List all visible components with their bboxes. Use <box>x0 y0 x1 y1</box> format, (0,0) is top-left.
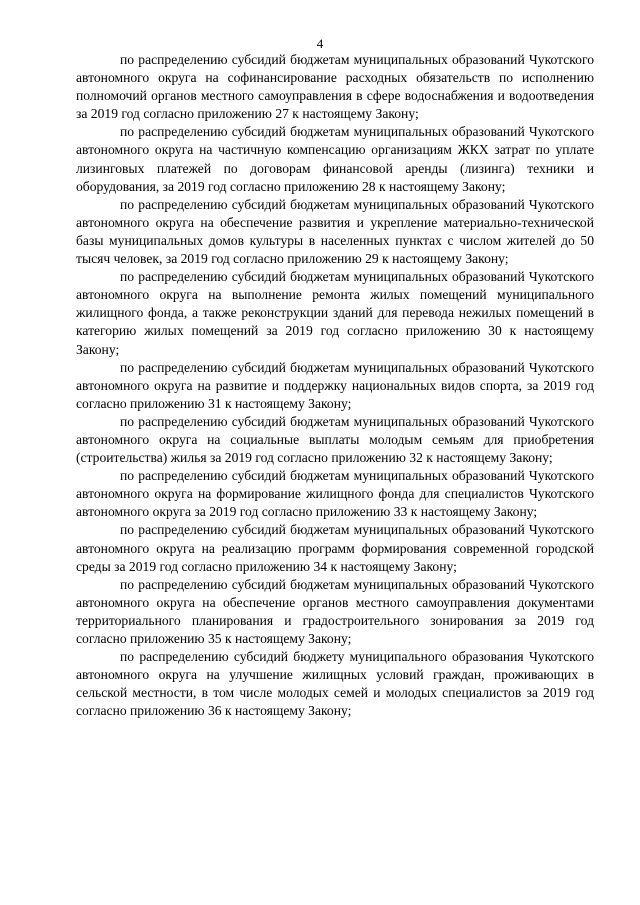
paragraph-appendix-29: по распределению субсидий бюджетам муниципальных образований Чукотского автономного округа на обеспечение развития и укрепление материально-технической базы муниципальных домов культуры в населенных пунктах с числом жителей до 50 тысяч человек, за 2019 год согласно приложению 29 к настоящему Закону; <box>76 196 594 267</box>
document-body <box>76 51 594 720</box>
paragraph-appendix-35: по распределению субсидий бюджетам муниципальных образований Чукотского автономного округа на обеспечение органов местного самоуправления документами территориального планирования и градостроительного зонирования за 2019 год согласно приложению 35 к настоящему Закону; <box>76 576 594 646</box>
paragraph-appendix-32: по распределению субсидий бюджетам муниципальных образований Чукотского автономного округа на социальные выплаты молодым семьям для приобретения (строительства) жилья за 2019 год согласно приложению 32 к настоящему Закону; <box>76 413 594 466</box>
paragraph-appendix-33: по распределению субсидий бюджетам муниципальных образований Чукотского автономного округа на формирование жилищного фонда для специалистов Чукотского автономного округа за 2019 год согласно приложению 33 к настоящему Закону; <box>76 468 594 520</box>
page-number: 4 <box>316 36 324 51</box>
paragraph-appendix-36: по распределению субсидий бюджету муниципального образования Чукотского автономного округа на улучшение жилищных условий граждан, проживающих в сельской местности, в том числе молодых семей и молодых специалистов за 2019 год согласно приложению 36 к настоящему Закону; <box>76 649 594 719</box>
paragraph-appendix-34: по распределению субсидий бюджетам муниципальных образований Чукотского автономного округа на реализацию программ формирования современной городской среды за 2019 год согласно приложению 34 к настоящему Закону; <box>76 522 594 574</box>
paragraph-appendix-28: по распределению субсидий бюджетам муниципальных образований Чукотского автономного округа на частичную компенсацию организациям ЖКХ затрат по уплате лизинговых платежей по договорам финансовой аренды (лизинга) техники и оборудования, за 2019 год согласно приложению 28 к настоящему Закону; <box>76 124 594 194</box>
paragraph-appendix-30: по распределению субсидий бюджетам муниципальных образований Чукотского автономного округа на выполнение ремонта жилых помещений муниципального жилищного фонда, а также реконструкции зданий для перевода нежилых помещений в категорию жилых помещений за 2019 год согласно приложению 30 к настоящему Закону; <box>76 269 594 357</box>
paragraph-appendix-27: по распределению субсидий бюджетам муниципальных образований Чукотского автономного округа на софинансирование расходных обязательств по исполнению полномочий органов местного самоуправления в сфере водоснабжения и водоотведения за 2019 год согласно приложению 27 к настоящему Закону; <box>76 52 594 122</box>
paragraph-appendix-31: по распределению субсидий бюджетам муниципальных образований Чукотского автономного округа на развитие и поддержку национальных видов спорта, за 2019 год согласно приложению 31 к настоящему Закону; <box>76 359 594 411</box>
